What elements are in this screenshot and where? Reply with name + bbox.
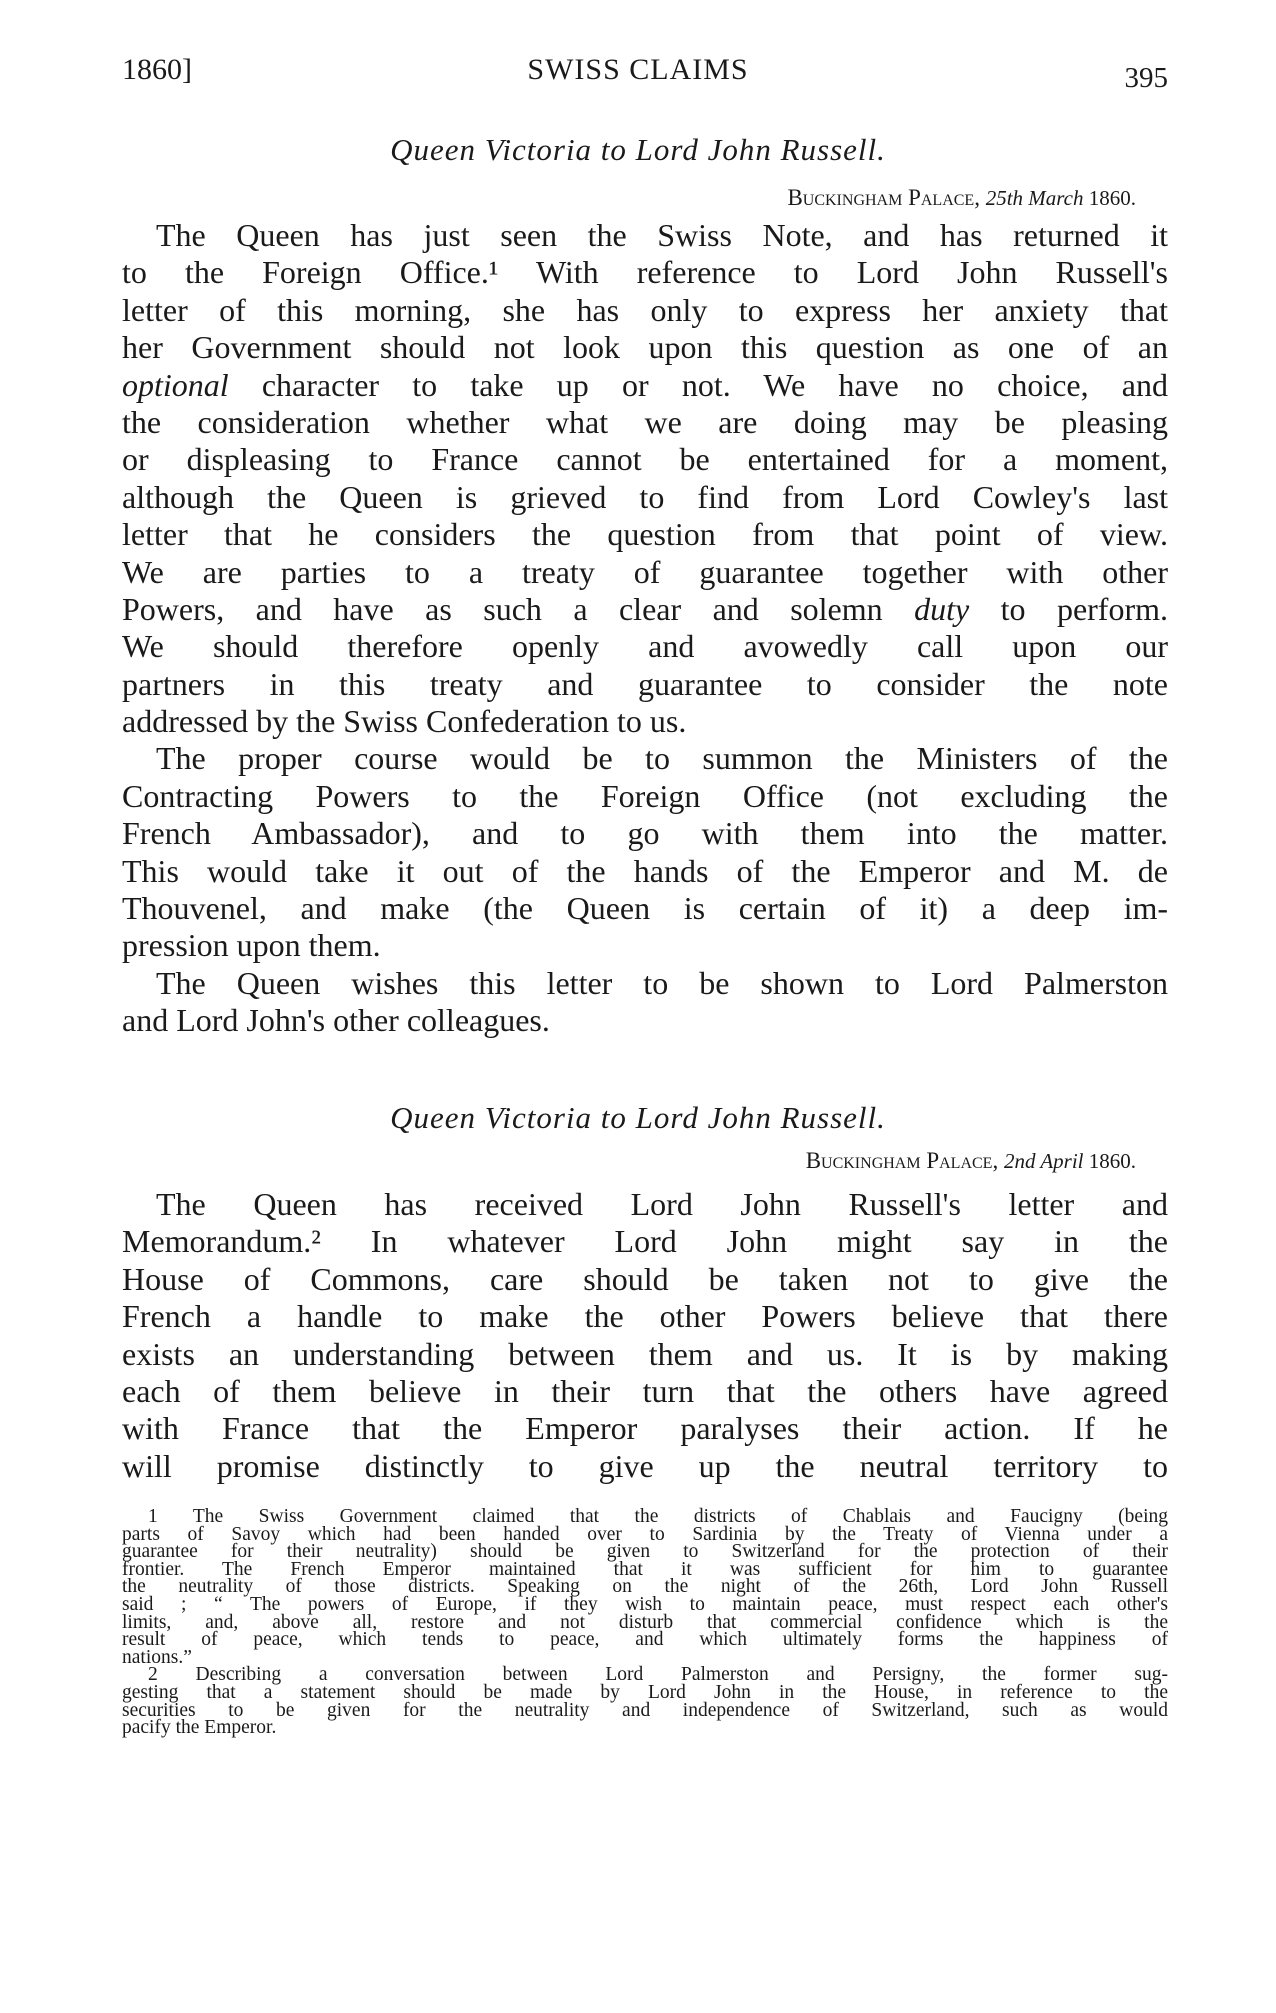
body-line: Contracting Powers to the Foreign Office (not excluding the bbox=[122, 777, 1168, 814]
body-line: Memorandum.² In whatever Lord John might say in the bbox=[122, 1223, 1168, 1260]
footnote-line: the neutrality of those districts. Speaking on the night of the 26th, Lord John Russell bbox=[122, 1576, 1168, 1598]
body-line: pression upon them. bbox=[122, 927, 381, 964]
footnote-line: gesting that a statement should be made by Lord John in the House, in reference to the bbox=[122, 1681, 1168, 1703]
body-line: French a handle to make the other Powers believe that there bbox=[122, 1298, 1168, 1335]
body-line: and Lord John's other colleagues. bbox=[122, 1002, 550, 1039]
body-line: each of them believe in their turn that the others have agreed bbox=[122, 1372, 1168, 1409]
text-run: Buckingham Palace, bbox=[787, 185, 986, 210]
body-line: although the Queen is grieved to find from Lord Cowley's last bbox=[122, 478, 1168, 515]
body-line: partners in this treaty and guarantee to consider the note bbox=[122, 665, 1168, 702]
letter-2-title: Queen Victoria to Lord John Russell. bbox=[390, 1100, 886, 1135]
body-line: addressed by the Swiss Confederation to us. bbox=[122, 703, 687, 740]
body-line: The proper course would be to summon the Ministers of the bbox=[156, 740, 1168, 777]
text-run: 1860. bbox=[1083, 1149, 1136, 1173]
body-line: The Queen has received Lord John Russell's letter and bbox=[156, 1186, 1168, 1222]
footnote-line: securities to be given for the neutrality and independence of Switzerland, such as would bbox=[122, 1699, 1168, 1721]
footnote-line: parts of Savoy which had been handed over to Sardinia by the Treaty of Vienna under a bbox=[122, 1523, 1168, 1545]
footnote-line: limits, and, above all, restore and not disturb that commercial confidence which is the bbox=[122, 1611, 1168, 1633]
running-title: SWISS CLAIMS bbox=[527, 53, 749, 86]
body-line: with France that the Emperor paralyses their action. If he bbox=[122, 1410, 1168, 1447]
body-line: letter of this morning, she has only to express her anxiety that bbox=[122, 291, 1168, 328]
footnote-line: nations.” bbox=[122, 1646, 192, 1668]
footnote-line: said ; “ The powers of Europe, if they wish to maintain peace, must respect each other's bbox=[122, 1593, 1168, 1615]
page-number: 395 bbox=[1124, 62, 1168, 94]
body-line: the consideration whether what we are doing may be pleasing bbox=[122, 403, 1168, 440]
letter-1-dateline bbox=[600, 185, 1136, 211]
header-year: 1860] bbox=[122, 53, 192, 86]
body-line: will promise distinctly to give up the neutral territory to bbox=[122, 1447, 1168, 1484]
text-run: optional bbox=[122, 366, 229, 403]
body-line: The Queen has just seen the Swiss Note, and has returned it bbox=[156, 217, 1168, 253]
footnote-line: frontier. The French Emperor maintained that it was sufficient for him to guarantee bbox=[122, 1558, 1168, 1580]
letter-1-body bbox=[122, 217, 1168, 1040]
body-line bbox=[122, 367, 1168, 404]
body-line: We are parties to a treaty of guarantee together with other bbox=[122, 553, 1168, 590]
body-line: or displeasing to France cannot be entertained for a moment, bbox=[122, 441, 1168, 478]
body-line: We should therefore openly and avowedly call upon our bbox=[122, 628, 1168, 665]
body-line: Thouvenel, and make (the Queen is certain of it) a deep im- bbox=[122, 890, 1168, 927]
footnote-line: guarantee for their neutrality) should be given to Switzerland for the protection of their bbox=[122, 1541, 1168, 1563]
letter-2-body bbox=[122, 1186, 1168, 1485]
text-run: 1860. bbox=[1083, 186, 1136, 210]
body-line: The Queen wishes this letter to be shown to Lord Palmerston bbox=[156, 964, 1168, 1001]
body-line bbox=[122, 591, 1168, 628]
text-run: Buckingham Palace, bbox=[805, 1148, 1004, 1173]
text-run: 25th March bbox=[985, 186, 1084, 210]
footnote-line: result of peace, which tends to peace, and which ultimately forms the happiness of bbox=[122, 1629, 1168, 1651]
text-run: 2nd April bbox=[1003, 1149, 1084, 1173]
body-line: her Government should not look upon this question as one of an bbox=[122, 329, 1168, 366]
footnote-line: pacify the Emperor. bbox=[122, 1717, 277, 1739]
text-run: duty bbox=[914, 590, 970, 627]
body-line: French Ambassador), and to go with them into the matter. bbox=[122, 815, 1168, 852]
text-run: Powers, and have as such a clear and solemn bbox=[122, 590, 915, 627]
body-line: exists an understanding between them and us. It is by making bbox=[122, 1335, 1168, 1372]
letter-2-dateline bbox=[600, 1148, 1136, 1174]
footnote-line: 2 Describing a conversation between Lord Palmerston and Persigny, the former sug- bbox=[148, 1664, 1168, 1686]
body-line: House of Commons, care should be taken not to give the bbox=[122, 1260, 1168, 1297]
body-line: letter that he considers the question from that point of view. bbox=[122, 516, 1168, 553]
letter-1-title: Queen Victoria to Lord John Russell. bbox=[390, 132, 886, 167]
text-run: to perform. bbox=[969, 590, 1168, 627]
body-line: This would take it out of the hands of the Emperor and M. de bbox=[122, 852, 1168, 889]
text-run: character to take up or not. We have no choice, and bbox=[228, 366, 1168, 403]
body-line: to the Foreign Office.¹ With reference to Lord John Russell's bbox=[122, 254, 1168, 291]
footnote-line: 1 The Swiss Government claimed that the districts of Chablais and Faucigny (being bbox=[148, 1506, 1168, 1527]
footnotes bbox=[122, 1508, 1168, 1737]
